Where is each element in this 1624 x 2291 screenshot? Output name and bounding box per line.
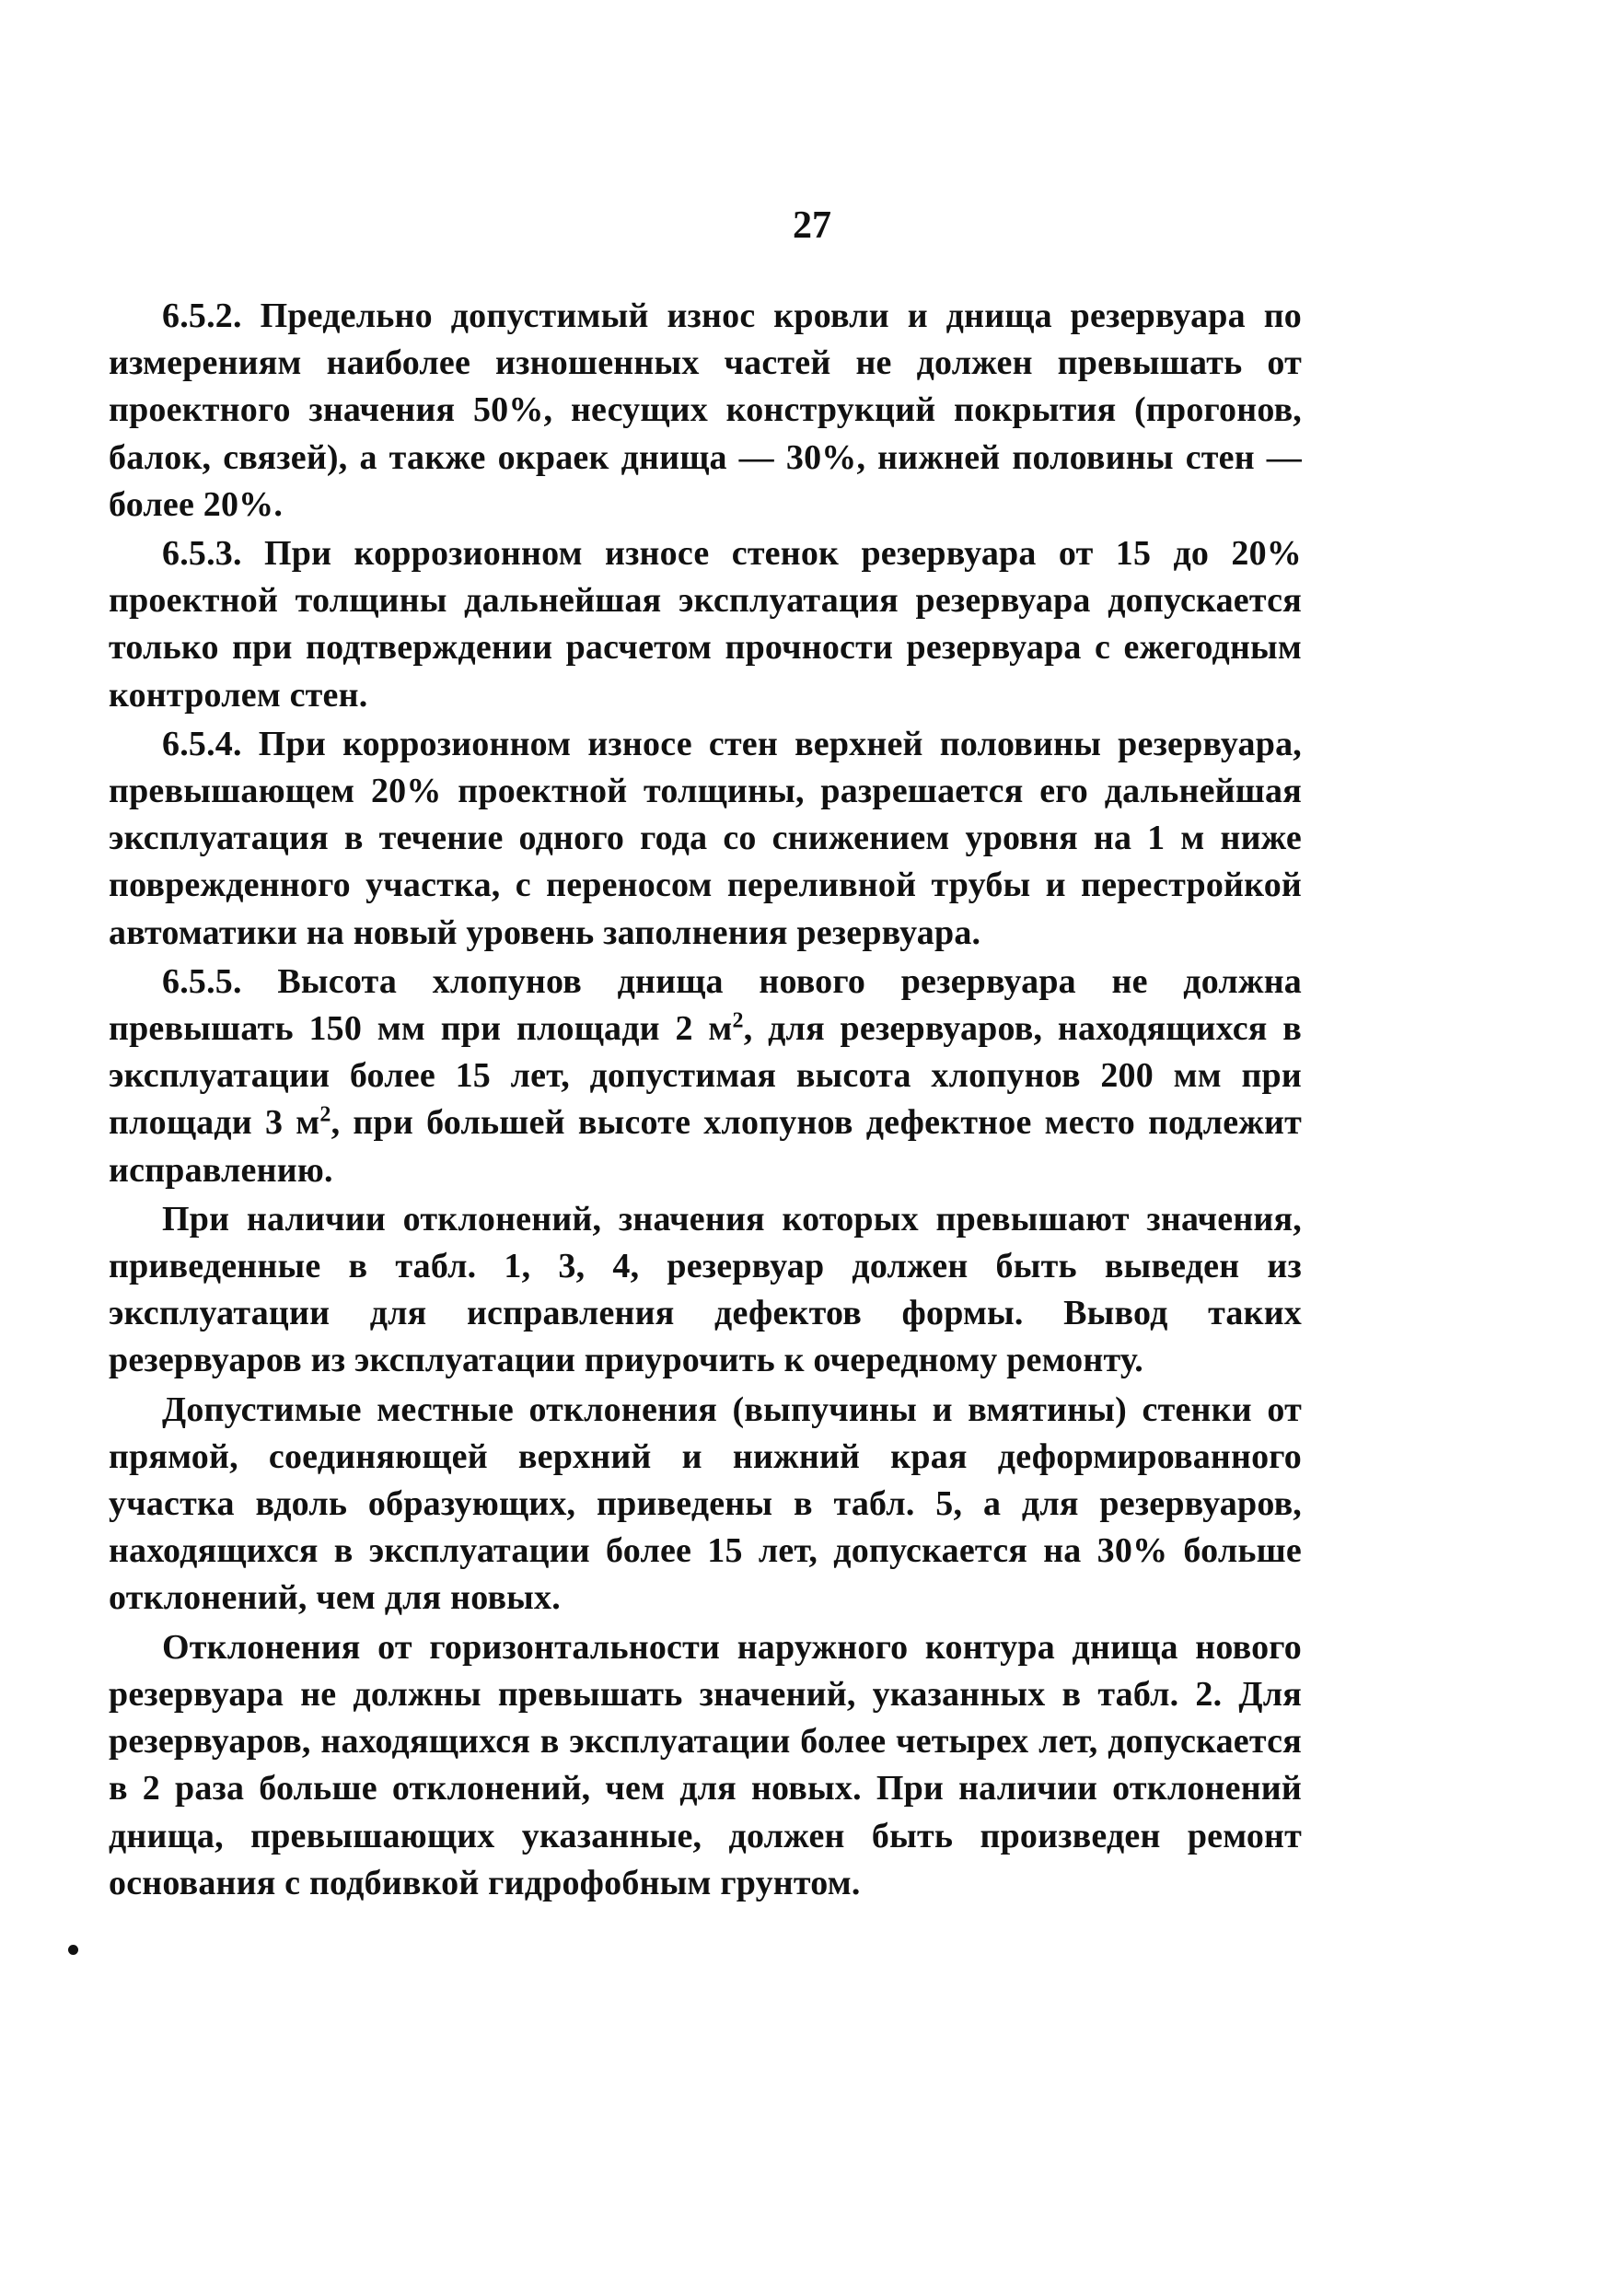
superscript-square-a: 2 (732, 1008, 744, 1033)
margin-dot-mark (68, 1945, 78, 1955)
paragraph-6-5-2: 6.5.2. Предельно допустимый износ кровли и днища резервуара по измерениям наиболее изношенных частей не должен превышать от проектного значения 50%, несущих конструкций покрытия (прогонов, балок, связей), а также окраек днища — 30%, нижней половины стен — более 20%. (109, 297, 1302, 524)
paragraph-6-5-5-part-b: , для резервуаров, находящихся в эксплуатации более 15 лет, допустимая высота хлопунов 200 мм при площади 3 м (109, 1009, 1302, 1143)
paragraph-6-5-5 (109, 959, 1302, 1194)
paragraph-6-5-5-part-a: 6.5.5. Высота хлопунов днища нового резервуара не должна превышать 150 мм при площади 2 м (109, 961, 1302, 1049)
paragraph-local-deviations: Допустимые местные отклонения (выпучины и вмятины) стенки от прямой, соединяющей верхний и нижний края деформированного участка вдоль образующих, приведены в табл. 5, а для резервуаров, находящихся в эксплуатации более 15 лет, допускается на 30% больше отклонений, чем для новых. (109, 1390, 1302, 1618)
paragraph-deviations: При наличии отклонений, значения которых превышают значения, приведенные в табл. 1, 3, 4, резервуар должен быть выведен из эксплуатации для исправления дефектов формы. Вывод таких резервуаров из эксплуатации приурочить к очередному ремонту. (109, 1199, 1302, 1380)
paragraph-6-5-4: 6.5.4. При коррозионном износе стен верхней половины резервуара, превышающем 20% проектной толщины, разрешается его дальнейшая эксплуатация в течение одного года со снижением уровня на 1 м ниже поврежденного участка, с переносом переливной трубы и перестройкой автоматики на новый уровень заполнения резервуара. (109, 724, 1302, 952)
paragraph-6-5-5-part-c: , при большей высоте хлопунов дефектное место подлежит исправлению. (109, 1103, 1302, 1190)
document-body (109, 293, 1302, 1909)
page-number: 27 (793, 204, 831, 247)
paragraph-bottom-deviations: Отклонения от горизонтальности наружного контура днища нового резервуара не должны превышать значений, указанных в табл. 2. Для резервуаров, находящихся в эксплуатации более четырех лет, допускается в 2 раза больше отклонений, чем для новых. При наличии отклонений днища, превышающих указанные, должен быть произведен ремонт основания с подбивкой гидрофобным грунтом. (109, 1627, 1302, 1902)
paragraph-6-5-3: 6.5.3. При коррозионном износе стенок резервуара от 15 до 20% проектной толщины дальнейшая эксплуатация резервуара допускается только при подтверждении расчетом прочности резервуара с ежегодным контролем стен. (109, 534, 1302, 715)
superscript-square-b: 2 (319, 1102, 331, 1127)
